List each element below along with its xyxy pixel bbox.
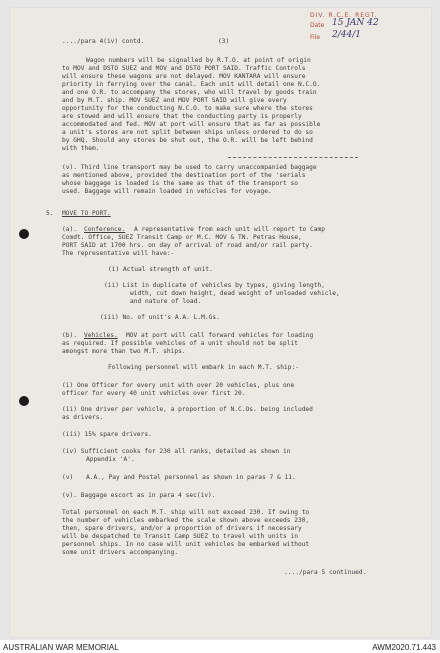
text-line: some unit drivers accompanying.: [62, 549, 179, 556]
registry-stamp: [310, 12, 420, 48]
list-item: (iii) No. of unit's A.A. L.M.Gs.: [100, 314, 220, 321]
list-item: A.A., Pay and Postal personnel as shown in paras 7 & 11.: [86, 474, 296, 481]
subpara-label: (b).: [62, 332, 77, 339]
text-line: A representative from each unit will report to Camp: [134, 226, 326, 233]
list-item: (iii) 15% spare drivers.: [62, 431, 152, 438]
text-line: personnel ships. In no case will unit vehicles be embarked without: [62, 541, 310, 548]
text-line: (v). Third line transport may be used to carry unaccompanied baggage: [62, 164, 317, 171]
text-line: priority in ferrying over the canal. Each unit will detail one N.C.O.: [62, 81, 321, 88]
list-item: width, cut down height, dead weight of unloaded vehicle,: [130, 290, 340, 297]
subpara-heading: Conference.: [84, 226, 126, 233]
list-item: (v). Baggage escort as in para 4 sec(iv).: [62, 492, 216, 499]
stamp-date-value: 15 JAN 42: [332, 18, 379, 28]
stamp-date-label: Date: [310, 22, 325, 29]
text-line: MOV at port will call forward vehicles for loading: [126, 332, 314, 339]
text-line: Total personnel on each M.T. ship will not exceed 230. If owing to: [62, 509, 310, 516]
text-line: the number of vehicles embarked the scale shown above exceeds 230,: [62, 517, 310, 524]
list-item: and nature of load.: [130, 298, 202, 305]
archive-name: AUSTRALIAN WAR MEMORIAL: [3, 643, 119, 652]
text-line: accommodated and fed. MOV at port will ensure that as far as possible: [62, 121, 321, 128]
list-item: (iv) Sufficient cooks for 230 all ranks, detailed as shown in: [62, 448, 291, 455]
text-line: will be despatched to Transit Camp SUEZ to travel with units in: [62, 533, 298, 540]
archive-footer: [0, 640, 440, 653]
text-line: as mentioned above, provided the destination port of the 'serials: [62, 172, 306, 179]
text-line: then, spare drivers, and/or a proportion of drivers if necessary: [62, 525, 302, 532]
page-number: (3): [218, 38, 230, 45]
archive-reference: AWM2020.71.443: [372, 643, 436, 652]
list-item: (ii) List in duplicate of vehicles by types, giving length,: [104, 282, 325, 289]
list-item: as drivers.: [62, 414, 104, 421]
text-line: to MOV and DSTO SUEZ and MOV and DSTO PORT SAID. Traffic Controls: [62, 65, 306, 72]
text-line: and by M.T. ship. MOV SUEZ and MOV PORT SAID will give every: [62, 97, 287, 104]
text-line: used. Baggage will remain loaded in vehicles for voyage.: [62, 188, 272, 195]
text-line: as required. If possible vehicles of a unit should not be split: [62, 340, 298, 347]
list-item-label: (v): [62, 474, 74, 481]
stamp-file-value: 2/44/1: [332, 30, 361, 40]
stamp-org: DIV. R.C.E. REGT.: [310, 12, 378, 19]
text-line: The representative will have:-: [62, 250, 175, 257]
text-line: opportunity for the conducting N.C.O. to make sure where the stores: [62, 105, 313, 112]
section-number: 5.: [46, 210, 54, 217]
list-item: (i) One Officer for every unit with over 20 vehicles, plus one: [62, 382, 295, 389]
list-item: (ii) One driver per vehicle, a proportion of N.C.Os. being included: [62, 406, 313, 413]
subpara-label: (a).: [62, 226, 77, 233]
text-line: Comdt. Office, SUEZ Transit Camp or M.C. MOV & TN. Petras House,: [62, 234, 302, 241]
section-heading: MOVE TO PORT.: [62, 210, 111, 217]
text-line: are stowed and will ensure that the conducting party is properly: [62, 113, 302, 120]
text-line: and one O.R. to accompany the stores, who will travel by goods train: [62, 89, 317, 96]
text-line: a unit's stores are not split between ships unless ordered to do so: [62, 129, 313, 136]
punch-hole: [19, 229, 29, 239]
list-item: officer for every 40 unit vehicles over first 20.: [62, 390, 246, 397]
list-item: (i) Actual strength of unit.: [108, 266, 213, 273]
list-item: Appendix 'A'.: [86, 456, 135, 463]
text-line: whose baggage is loaded is the same as that of the transport so: [62, 180, 298, 187]
stamp-file-label: File: [310, 34, 321, 41]
punch-hole: [19, 396, 29, 406]
rule-line: [228, 157, 358, 158]
subpara-heading: Vehicles.: [84, 332, 118, 339]
text-line: by GHQ. Should any stores be shut out, the O.R. will be left behind: [62, 137, 313, 144]
text-line: Wagon numbers will be signalled by R.T.O. at point of origin: [86, 57, 311, 64]
text-line: PORT SAID at 1700 hrs. on day of arrival of road and/or rail party.: [62, 242, 313, 249]
text-line: will ensure these wagons are not delayed. MOV KANTARA will ensure: [62, 73, 306, 80]
continuation-header: ..../para 4(iv) contd.: [62, 38, 145, 45]
text-line: Following personnel will embark in each M.T. ship:-: [108, 364, 300, 371]
text-line: with them.: [62, 145, 100, 152]
continuation-footer: ..../para 5 continued.: [284, 569, 367, 576]
text-line: amongst more than two M.T. ships.: [62, 348, 186, 355]
